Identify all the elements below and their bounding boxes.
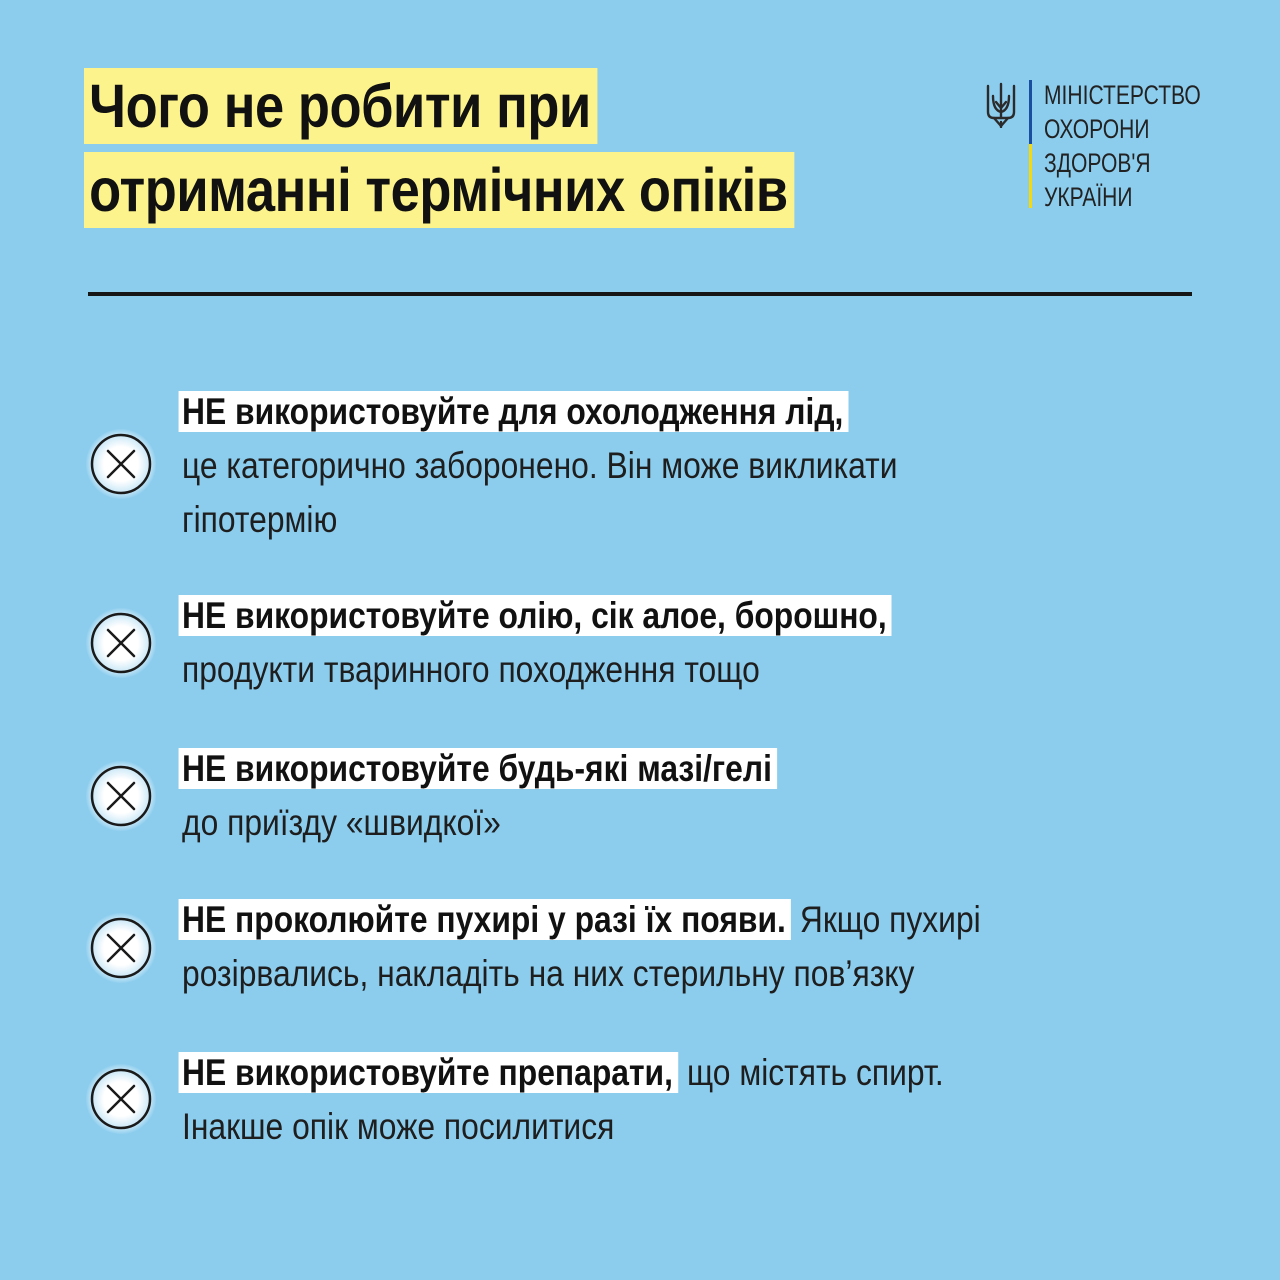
trident-icon: [985, 82, 1017, 128]
item-highlight: НЕ використовуйте препарати,: [179, 1052, 679, 1093]
page-title: [84, 68, 910, 232]
item-text-after: Якщо пухирі: [791, 899, 981, 940]
item-text: продукти тваринного походження тощо: [182, 649, 760, 690]
x-circle-icon: [86, 608, 156, 678]
x-circle-icon: [86, 1064, 156, 1134]
ministry-logo: [985, 80, 1245, 214]
ministry-name-line: МІНІСТЕРСТВО: [1044, 80, 1201, 110]
title-line-2: отриманні термічних опіків: [84, 152, 795, 228]
title-line-1: Чого не робити при: [84, 68, 598, 144]
item-text: розірвались, накладіть на них стерильну пов’язку: [182, 953, 915, 994]
x-circle-icon: [86, 429, 156, 499]
item-highlight: НЕ проколюйте пухирі у разі їх появи.: [179, 899, 791, 940]
item-text: Інакше опік може посилитися: [182, 1106, 615, 1147]
item-text-after: що містять спирт.: [678, 1052, 944, 1093]
x-circle-icon: [86, 761, 156, 831]
item-highlight: НЕ використовуйте для охолодження лід,: [179, 391, 849, 432]
item-text: гіпотермію: [182, 499, 338, 540]
item-highlight: НЕ використовуйте будь-які мазі/гелі: [179, 748, 778, 789]
title-divider: [88, 292, 1192, 296]
item-text: це категорично заборонено. Він може викликати: [182, 445, 898, 486]
ministry-name: [1044, 78, 1201, 214]
x-circle-icon: [86, 913, 156, 983]
ministry-name-line: УКРАЇНИ: [1044, 182, 1133, 212]
item-text: до приїзду «швидкої»: [182, 802, 501, 843]
ministry-name-line: ЗДОРОВ'Я: [1044, 148, 1151, 178]
ministry-name-line: ОХОРОНИ: [1044, 114, 1150, 144]
logo-divider: [1029, 80, 1032, 208]
item-highlight: НЕ використовуйте олію, сік алое, борошно,: [179, 595, 892, 636]
